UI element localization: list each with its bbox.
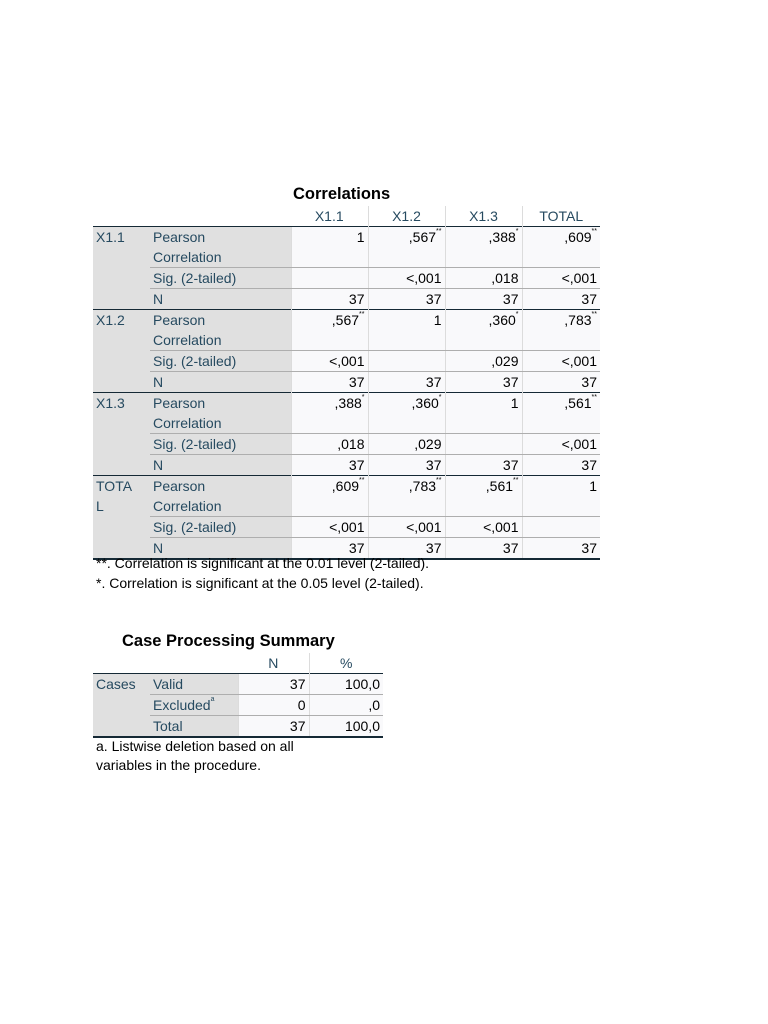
- column-header: TOTAL: [522, 206, 600, 227]
- row-group-label: X1.1: [93, 227, 150, 310]
- table-row: [93, 372, 600, 393]
- row-label: Sig. (2-tailed): [150, 268, 291, 289]
- significance-marker: **: [359, 311, 365, 318]
- table-row: [93, 310, 600, 351]
- footnote-significance-001: **. Correlation is significant at the 0.01 level (2-tailed).: [96, 555, 430, 571]
- cell-value: 100,0: [309, 716, 383, 738]
- column-header: N: [268, 655, 279, 671]
- correlations-table: [93, 206, 600, 560]
- significance-marker: **: [359, 477, 365, 484]
- row-label: Pearson Correlation: [150, 310, 291, 351]
- row-group-label: X1.2: [93, 310, 150, 393]
- significance-marker: **: [436, 228, 442, 235]
- cell-value: 0: [238, 695, 309, 716]
- case-summary-table: [93, 653, 383, 738]
- footnote-listwise-line2: variables in the procedure.: [96, 757, 261, 773]
- table-row: [93, 455, 600, 476]
- row-label: Valid: [150, 674, 238, 695]
- correlations-title: Correlations: [293, 185, 391, 203]
- cell-value: <,001: [291, 351, 368, 372]
- row-group-label: Cases: [93, 674, 150, 738]
- column-header: X1.1: [314, 208, 344, 224]
- significance-marker: *: [515, 228, 519, 235]
- cell-value: ,783**: [368, 476, 445, 517]
- cell-value: <,001: [368, 268, 445, 289]
- footnote-marker: a: [210, 696, 215, 703]
- row-label: N: [150, 538, 291, 560]
- row-group-label: X1.3: [93, 393, 150, 476]
- cell-value: [291, 268, 368, 289]
- cell-value: ,029: [368, 434, 445, 455]
- cell-value: 37: [368, 538, 445, 560]
- cell-value: 37: [445, 372, 522, 393]
- row-label: Total: [150, 716, 238, 738]
- cell-value: ,783**: [522, 310, 600, 351]
- significance-marker: *: [361, 394, 365, 401]
- table-row: [93, 393, 600, 434]
- column-header: X1.3: [445, 206, 522, 227]
- correlations-body: [93, 227, 600, 560]
- table-row: [93, 268, 600, 289]
- cell-value: 37: [445, 538, 522, 560]
- row-label: N: [150, 455, 291, 476]
- row-label: Pearson Correlation: [150, 476, 291, 517]
- cell-value: ,360*: [445, 310, 522, 351]
- cell-value: <,001: [368, 517, 445, 538]
- cell-value: 37: [291, 372, 368, 393]
- column-header: %: [309, 653, 383, 674]
- cell-value: 37: [238, 674, 309, 695]
- cell-value: 37: [291, 538, 368, 560]
- case-summary-title: Case Processing Summary: [122, 632, 335, 650]
- cell-value: ,029: [445, 351, 522, 372]
- cell-value: ,360*: [368, 393, 445, 434]
- row-label: Pearson Correlation: [150, 393, 291, 434]
- table-row: [93, 476, 600, 517]
- cell-value: [522, 517, 600, 538]
- cell-value: 1: [291, 227, 368, 268]
- cell-value: 37: [522, 372, 600, 393]
- cell-value: ,561**: [445, 476, 522, 517]
- row-label: Excluded$^a$: [150, 695, 238, 716]
- table-row: [93, 227, 600, 268]
- cell-value: ,567**: [291, 310, 368, 351]
- cell-value: 1: [445, 393, 522, 434]
- cell-value: ,561**: [522, 393, 600, 434]
- cell-value: ,388*: [291, 393, 368, 434]
- row-label: Sig. (2-tailed): [150, 517, 291, 538]
- row-label: N: [150, 289, 291, 310]
- table-row: [93, 434, 600, 455]
- cell-value: 1: [522, 476, 600, 517]
- significance-marker: **: [591, 311, 597, 318]
- significance-marker: **: [436, 477, 442, 484]
- cell-value: 37: [522, 289, 600, 310]
- row-label: Pearson Correlation: [150, 227, 291, 268]
- cell-value: ,567**: [368, 227, 445, 268]
- cell-value: 37: [238, 716, 309, 738]
- significance-marker: **: [513, 477, 519, 484]
- table-row: [93, 674, 383, 695]
- cell-value: 37: [368, 455, 445, 476]
- cell-value: 100,0: [309, 674, 383, 695]
- cell-value: ,609**: [522, 227, 600, 268]
- cell-value: <,001: [522, 434, 600, 455]
- cell-value: 37: [445, 455, 522, 476]
- row-label: N: [150, 372, 291, 393]
- significance-marker: **: [591, 228, 597, 235]
- cell-value: 37: [291, 455, 368, 476]
- significance-marker: *: [515, 311, 519, 318]
- cell-value: <,001: [522, 268, 600, 289]
- cell-value: ,609**: [291, 476, 368, 517]
- footnote-significance-005: *. Correlation is significant at the 0.05 level (2-tailed).: [96, 575, 424, 591]
- significance-marker: **: [591, 394, 597, 401]
- table-row: [93, 289, 600, 310]
- cell-value: ,0: [309, 695, 383, 716]
- cell-value: ,018: [291, 434, 368, 455]
- row-label: Sig. (2-tailed): [150, 434, 291, 455]
- cell-value: 37: [522, 538, 600, 560]
- cell-value: <,001: [522, 351, 600, 372]
- cell-value: 37: [368, 289, 445, 310]
- cell-value: 37: [368, 372, 445, 393]
- table-row: [93, 351, 600, 372]
- correlations-header-row: [93, 206, 600, 227]
- row-group-label: TOTA L: [93, 476, 150, 560]
- column-header: X1.2: [368, 206, 445, 227]
- cell-value: [368, 351, 445, 372]
- cell-value: 37: [291, 289, 368, 310]
- cell-value: <,001: [445, 517, 522, 538]
- footnote-listwise-line1: a. Listwise deletion based on all: [96, 738, 294, 754]
- significance-marker: *: [438, 394, 442, 401]
- cell-value: ,018: [445, 268, 522, 289]
- cell-value: [445, 434, 522, 455]
- row-label: Sig. (2-tailed): [150, 351, 291, 372]
- cell-value: 37: [445, 289, 522, 310]
- cell-value: 1: [368, 310, 445, 351]
- cell-value: 37: [522, 455, 600, 476]
- cell-value: ,388*: [445, 227, 522, 268]
- case-summary-header-row: [93, 653, 383, 674]
- table-row: [93, 517, 600, 538]
- cell-value: <,001: [291, 517, 368, 538]
